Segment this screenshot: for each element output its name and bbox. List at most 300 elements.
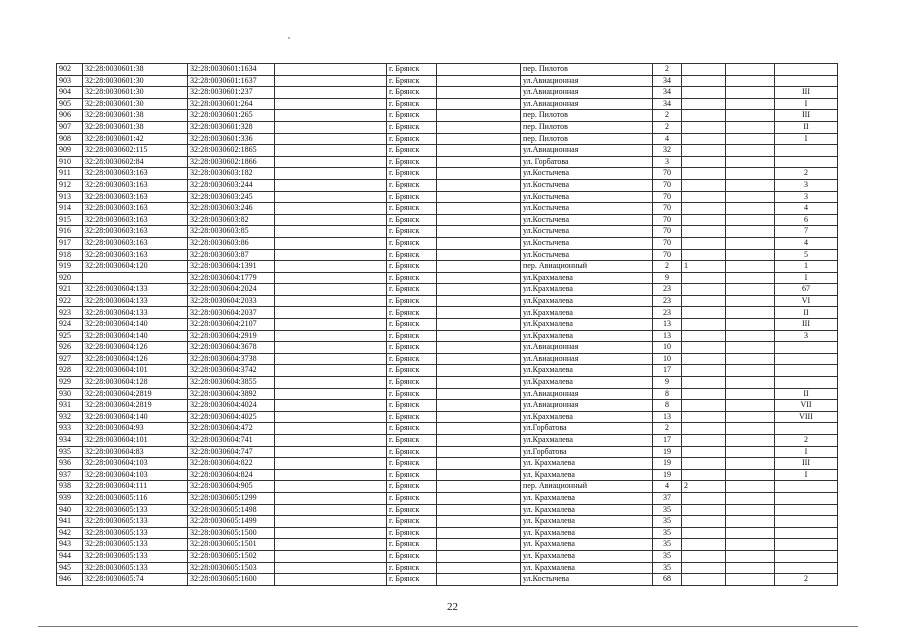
row-number-cell: 927 <box>57 353 83 365</box>
row-number-cell: 920 <box>57 272 83 284</box>
empty-cell <box>726 423 775 435</box>
empty-cell <box>437 562 521 574</box>
street-cell: ул.Авиационная <box>521 388 653 400</box>
city-cell: г. Брянск <box>387 469 437 481</box>
street-cell: ул.Крахмалева <box>521 435 653 447</box>
street-cell: пер. Пилотов <box>521 64 653 76</box>
house-number-cell: 37 <box>653 492 682 504</box>
street-cell: ул.Костычева <box>521 179 653 191</box>
city-cell: г. Брянск <box>387 156 437 168</box>
corpus-cell <box>682 249 726 261</box>
corpus-cell <box>682 562 726 574</box>
object-cadastral-number-cell: 32:28:0030604:3892 <box>188 388 275 400</box>
street-cell: ул. Крахмалева <box>521 539 653 551</box>
street-cell: ул.Крахмалева <box>521 365 653 377</box>
city-cell: г. Брянск <box>387 377 437 389</box>
object-cadastral-number-cell: 32:28:0030604:2033 <box>188 295 275 307</box>
cadastral-number-cell: 32:28:0030604:103 <box>83 458 188 470</box>
premises-cell <box>775 527 838 539</box>
empty-cell <box>726 168 775 180</box>
house-number-cell: 35 <box>653 550 682 562</box>
object-cadastral-number-cell: 32:28:0030601:265 <box>188 110 275 122</box>
empty-cell <box>437 353 521 365</box>
corpus-cell <box>682 342 726 354</box>
corpus-cell <box>682 319 726 331</box>
object-cadastral-number-cell: 32:28:0030604:3855 <box>188 377 275 389</box>
empty-cell <box>437 423 521 435</box>
street-cell: ул.Костычева <box>521 214 653 226</box>
empty-cell <box>275 342 387 354</box>
object-cadastral-number-cell: 32:28:0030604:2024 <box>188 284 275 296</box>
row-number-cell: 904 <box>57 87 83 99</box>
house-number-cell: 23 <box>653 295 682 307</box>
row-number-cell: 907 <box>57 121 83 133</box>
house-number-cell: 70 <box>653 237 682 249</box>
object-cadastral-number-cell: 32:28:0030601:264 <box>188 98 275 110</box>
object-cadastral-number-cell: 32:28:0030603:246 <box>188 203 275 215</box>
row-number-cell: 913 <box>57 191 83 203</box>
object-cadastral-number-cell: 32:28:0030605:1503 <box>188 562 275 574</box>
city-cell: г. Брянск <box>387 75 437 87</box>
cadastral-number-cell: 32:28:0030604:133 <box>83 295 188 307</box>
premises-cell: I <box>775 469 838 481</box>
city-cell: г. Брянск <box>387 365 437 377</box>
object-cadastral-number-cell: 32:28:0030603:87 <box>188 249 275 261</box>
premises-cell: III <box>775 87 838 99</box>
empty-cell <box>437 272 521 284</box>
corpus-cell <box>682 353 726 365</box>
empty-cell <box>437 307 521 319</box>
house-number-cell: 68 <box>653 574 682 586</box>
city-cell: г. Брянск <box>387 261 437 273</box>
table-row <box>57 295 838 307</box>
house-number-cell: 8 <box>653 400 682 412</box>
empty-cell <box>275 377 387 389</box>
object-cadastral-number-cell: 32:28:0030604:3742 <box>188 365 275 377</box>
city-cell: г. Брянск <box>387 527 437 539</box>
city-cell: г. Брянск <box>387 214 437 226</box>
corpus-cell <box>682 469 726 481</box>
city-cell: г. Брянск <box>387 388 437 400</box>
row-number-cell: 921 <box>57 284 83 296</box>
cadastral-number-cell: 32:28:0030601:30 <box>83 98 188 110</box>
empty-cell <box>437 330 521 342</box>
city-cell: г. Брянск <box>387 203 437 215</box>
object-cadastral-number-cell: 32:28:0030604:4024 <box>188 400 275 412</box>
city-cell: г. Брянск <box>387 249 437 261</box>
premises-cell <box>775 377 838 389</box>
table-row <box>57 550 838 562</box>
empty-cell <box>275 98 387 110</box>
corpus-cell <box>682 75 726 87</box>
empty-cell <box>437 342 521 354</box>
row-number-cell: 914 <box>57 203 83 215</box>
empty-cell <box>726 492 775 504</box>
city-cell: г. Брянск <box>387 226 437 238</box>
corpus-cell <box>682 121 726 133</box>
cadastral-number-cell: 32:28:0030604:101 <box>83 435 188 447</box>
city-cell: г. Брянск <box>387 504 437 516</box>
corpus-cell <box>682 307 726 319</box>
corpus-cell <box>682 446 726 458</box>
table-row <box>57 203 838 215</box>
table-row <box>57 458 838 470</box>
row-number-cell: 917 <box>57 237 83 249</box>
registry-rows <box>57 64 838 586</box>
table-row <box>57 191 838 203</box>
city-cell: г. Брянск <box>387 423 437 435</box>
row-number-cell: 933 <box>57 423 83 435</box>
empty-cell <box>437 388 521 400</box>
city-cell: г. Брянск <box>387 492 437 504</box>
cadastral-number-cell: 32:28:0030603:163 <box>83 168 188 180</box>
row-number-cell: 909 <box>57 145 83 157</box>
house-number-cell: 2 <box>653 121 682 133</box>
table-row <box>57 411 838 423</box>
house-number-cell: 70 <box>653 203 682 215</box>
cadastral-number-cell: 32:28:0030604:140 <box>83 411 188 423</box>
object-cadastral-number-cell: 32:28:0030603:85 <box>188 226 275 238</box>
corpus-cell <box>682 365 726 377</box>
house-number-cell: 2 <box>653 64 682 76</box>
empty-cell <box>275 272 387 284</box>
empty-cell <box>437 191 521 203</box>
city-cell: г. Брянск <box>387 295 437 307</box>
street-cell: ул. Крахмалева <box>521 458 653 470</box>
corpus-cell <box>682 435 726 447</box>
table-row <box>57 133 838 145</box>
row-number-cell: 903 <box>57 75 83 87</box>
empty-cell <box>275 249 387 261</box>
table-row <box>57 504 838 516</box>
table-row <box>57 75 838 87</box>
empty-cell <box>275 550 387 562</box>
table-row <box>57 516 838 528</box>
object-cadastral-number-cell: 32:28:0030602:1865 <box>188 145 275 157</box>
city-cell: г. Брянск <box>387 562 437 574</box>
house-number-cell: 35 <box>653 516 682 528</box>
empty-cell <box>726 446 775 458</box>
corpus-cell <box>682 388 726 400</box>
street-cell: ул.Авиационная <box>521 98 653 110</box>
cadastral-number-cell: 32:28:0030604:140 <box>83 319 188 331</box>
empty-cell <box>275 87 387 99</box>
empty-cell <box>275 145 387 157</box>
row-number-cell: 944 <box>57 550 83 562</box>
object-cadastral-number-cell: 32:28:0030605:1500 <box>188 527 275 539</box>
table-row <box>57 492 838 504</box>
premises-cell: 3 <box>775 191 838 203</box>
empty-cell <box>726 481 775 493</box>
premises-cell: II <box>775 307 838 319</box>
corpus-cell <box>682 133 726 145</box>
street-cell: ул. Горбатова <box>521 156 653 168</box>
street-cell: ул.Костычева <box>521 249 653 261</box>
empty-cell <box>275 64 387 76</box>
object-cadastral-number-cell: 32:28:0030603:82 <box>188 214 275 226</box>
corpus-cell <box>682 110 726 122</box>
empty-cell <box>437 179 521 191</box>
row-number-cell: 915 <box>57 214 83 226</box>
street-cell: ул. Крахмалева <box>521 562 653 574</box>
empty-cell <box>275 168 387 180</box>
house-number-cell: 2 <box>653 261 682 273</box>
empty-cell <box>726 226 775 238</box>
premises-cell: III <box>775 110 838 122</box>
empty-cell <box>437 214 521 226</box>
house-number-cell: 35 <box>653 539 682 551</box>
empty-cell <box>275 504 387 516</box>
row-number-cell: 916 <box>57 226 83 238</box>
empty-cell <box>437 98 521 110</box>
empty-cell <box>275 435 387 447</box>
house-number-cell: 19 <box>653 458 682 470</box>
empty-cell <box>437 481 521 493</box>
cadastral-number-cell: 32:28:0030601:38 <box>83 110 188 122</box>
corpus-cell <box>682 272 726 284</box>
street-cell: ул.Костычева <box>521 574 653 586</box>
premises-cell: III <box>775 319 838 331</box>
empty-cell <box>726 121 775 133</box>
empty-cell <box>437 237 521 249</box>
object-cadastral-number-cell: 32:28:0030604:3738 <box>188 353 275 365</box>
house-number-cell: 23 <box>653 284 682 296</box>
house-number-cell: 19 <box>653 446 682 458</box>
row-number-cell: 906 <box>57 110 83 122</box>
table-row <box>57 539 838 551</box>
house-number-cell: 2 <box>653 423 682 435</box>
city-cell: г. Брянск <box>387 446 437 458</box>
row-number-cell: 928 <box>57 365 83 377</box>
cadastral-number-cell: 32:28:0030603:163 <box>83 237 188 249</box>
cadastral-number-cell: 32:28:0030603:163 <box>83 226 188 238</box>
object-cadastral-number-cell: 32:28:0030605:1501 <box>188 539 275 551</box>
empty-cell <box>726 574 775 586</box>
house-number-cell: 17 <box>653 435 682 447</box>
house-number-cell: 34 <box>653 75 682 87</box>
empty-cell <box>437 411 521 423</box>
street-cell: ул.Костычева <box>521 168 653 180</box>
table-row <box>57 64 838 76</box>
empty-cell <box>726 87 775 99</box>
city-cell: г. Брянск <box>387 319 437 331</box>
premises-cell: 6 <box>775 214 838 226</box>
table-row <box>57 284 838 296</box>
premises-cell <box>775 342 838 354</box>
premises-cell <box>775 481 838 493</box>
cadastral-number-cell: 32:28:0030602:115 <box>83 145 188 157</box>
table-row <box>57 319 838 331</box>
empty-cell <box>437 110 521 122</box>
street-cell: ул.Горбатова <box>521 423 653 435</box>
empty-cell <box>437 64 521 76</box>
corpus-cell <box>682 550 726 562</box>
empty-cell <box>275 110 387 122</box>
object-cadastral-number-cell: 32:28:0030604:747 <box>188 446 275 458</box>
city-cell: г. Брянск <box>387 330 437 342</box>
city-cell: г. Брянск <box>387 458 437 470</box>
city-cell: г. Брянск <box>387 574 437 586</box>
premises-cell: 2 <box>775 574 838 586</box>
empty-cell <box>437 203 521 215</box>
empty-cell <box>726 504 775 516</box>
premises-cell <box>775 365 838 377</box>
city-cell: г. Брянск <box>387 272 437 284</box>
empty-cell <box>437 226 521 238</box>
empty-cell <box>275 75 387 87</box>
street-cell: ул.Крахмалева <box>521 319 653 331</box>
object-cadastral-number-cell: 32:28:0030604:2037 <box>188 307 275 319</box>
cadastral-number-cell: 32:28:0030604:126 <box>83 342 188 354</box>
premises-cell <box>775 504 838 516</box>
row-number-cell: 929 <box>57 377 83 389</box>
empty-cell <box>275 400 387 412</box>
empty-cell <box>437 75 521 87</box>
cadastral-number-cell: 32:28:0030603:163 <box>83 191 188 203</box>
corpus-cell <box>682 400 726 412</box>
cadastral-number-cell: 32:28:0030601:30 <box>83 75 188 87</box>
row-number-cell: 934 <box>57 435 83 447</box>
corpus-cell <box>682 145 726 157</box>
empty-cell <box>275 261 387 273</box>
object-cadastral-number-cell: 32:28:0030601:1637 <box>188 75 275 87</box>
corpus-cell <box>682 377 726 389</box>
empty-cell <box>726 214 775 226</box>
house-number-cell: 35 <box>653 527 682 539</box>
object-cadastral-number-cell: 32:28:0030601:237 <box>188 87 275 99</box>
cadastral-number-cell: 32:28:0030604:133 <box>83 284 188 296</box>
object-cadastral-number-cell: 32:28:0030605:1502 <box>188 550 275 562</box>
empty-cell <box>437 284 521 296</box>
street-cell: ул. Крахмалева <box>521 527 653 539</box>
empty-cell <box>437 145 521 157</box>
empty-cell <box>275 411 387 423</box>
table-row <box>57 353 838 365</box>
table-row <box>57 121 838 133</box>
empty-cell <box>275 203 387 215</box>
empty-cell <box>726 133 775 145</box>
object-cadastral-number-cell: 32:28:0030604:741 <box>188 435 275 447</box>
corpus-cell <box>682 214 726 226</box>
house-number-cell: 3 <box>653 156 682 168</box>
premises-cell: 7 <box>775 226 838 238</box>
object-cadastral-number-cell: 32:28:0030605:1600 <box>188 574 275 586</box>
object-cadastral-number-cell: 32:28:0030603:182 <box>188 168 275 180</box>
table-row <box>57 145 838 157</box>
empty-cell <box>275 562 387 574</box>
city-cell: г. Брянск <box>387 64 437 76</box>
registry-table <box>56 63 838 586</box>
row-number-cell: 946 <box>57 574 83 586</box>
city-cell: г. Брянск <box>387 110 437 122</box>
premises-cell <box>775 156 838 168</box>
empty-cell <box>275 179 387 191</box>
house-number-cell: 4 <box>653 481 682 493</box>
table-row <box>57 562 838 574</box>
empty-cell <box>275 527 387 539</box>
corpus-cell <box>682 156 726 168</box>
empty-cell <box>437 133 521 145</box>
object-cadastral-number-cell: 32:28:0030605:1499 <box>188 516 275 528</box>
premises-cell <box>775 539 838 551</box>
empty-cell <box>726 469 775 481</box>
scan-edge-line <box>38 626 858 627</box>
corpus-cell <box>682 504 726 516</box>
street-cell: ул.Крахмалева <box>521 411 653 423</box>
page-number: 22 <box>447 601 458 613</box>
corpus-cell <box>682 458 726 470</box>
corpus-cell: 1 <box>682 261 726 273</box>
object-cadastral-number-cell: 32:28:0030604:1391 <box>188 261 275 273</box>
premises-cell: I <box>775 133 838 145</box>
empty-cell <box>726 353 775 365</box>
table-row <box>57 237 838 249</box>
street-cell: ул.Горбатова <box>521 446 653 458</box>
empty-cell <box>275 133 387 145</box>
row-number-cell: 924 <box>57 319 83 331</box>
city-cell: г. Брянск <box>387 145 437 157</box>
house-number-cell: 13 <box>653 330 682 342</box>
row-number-cell: 939 <box>57 492 83 504</box>
house-number-cell: 70 <box>653 168 682 180</box>
corpus-cell <box>682 423 726 435</box>
house-number-cell: 35 <box>653 504 682 516</box>
premises-cell: 3 <box>775 179 838 191</box>
table-row <box>57 87 838 99</box>
premises-cell: 2 <box>775 435 838 447</box>
empty-cell <box>726 156 775 168</box>
row-number-cell: 941 <box>57 516 83 528</box>
city-cell: г. Брянск <box>387 191 437 203</box>
street-cell: ул.Костычева <box>521 226 653 238</box>
row-number-cell: 926 <box>57 342 83 354</box>
premises-cell: I <box>775 272 838 284</box>
corpus-cell <box>682 330 726 342</box>
empty-cell <box>275 539 387 551</box>
street-cell: ул. Крахмалева <box>521 469 653 481</box>
row-number-cell: 923 <box>57 307 83 319</box>
corpus-cell <box>682 539 726 551</box>
empty-cell <box>275 353 387 365</box>
empty-cell <box>275 481 387 493</box>
object-cadastral-number-cell: 32:28:0030601:336 <box>188 133 275 145</box>
premises-cell: 2 <box>775 168 838 180</box>
object-cadastral-number-cell: 32:28:0030604:3678 <box>188 342 275 354</box>
table-row <box>57 179 838 191</box>
empty-cell <box>437 295 521 307</box>
cadastral-number-cell: 32:28:0030604:2819 <box>83 388 188 400</box>
street-cell: ул.Авиационная <box>521 342 653 354</box>
object-cadastral-number-cell: 32:28:0030605:1299 <box>188 492 275 504</box>
city-cell: г. Брянск <box>387 481 437 493</box>
street-cell: ул.Костычева <box>521 203 653 215</box>
house-number-cell: 4 <box>653 133 682 145</box>
row-number-cell: 911 <box>57 168 83 180</box>
row-number-cell: 925 <box>57 330 83 342</box>
empty-cell <box>437 516 521 528</box>
house-number-cell: 2 <box>653 110 682 122</box>
empty-cell <box>275 237 387 249</box>
table-row <box>57 261 838 273</box>
row-number-cell: 945 <box>57 562 83 574</box>
table-row <box>57 98 838 110</box>
city-cell: г. Брянск <box>387 237 437 249</box>
empty-cell <box>437 446 521 458</box>
house-number-cell: 9 <box>653 272 682 284</box>
street-cell: пер. Авиационный <box>521 481 653 493</box>
cadastral-number-cell: 32:28:0030604:93 <box>83 423 188 435</box>
cadastral-number-cell: 32:28:0030604:128 <box>83 377 188 389</box>
